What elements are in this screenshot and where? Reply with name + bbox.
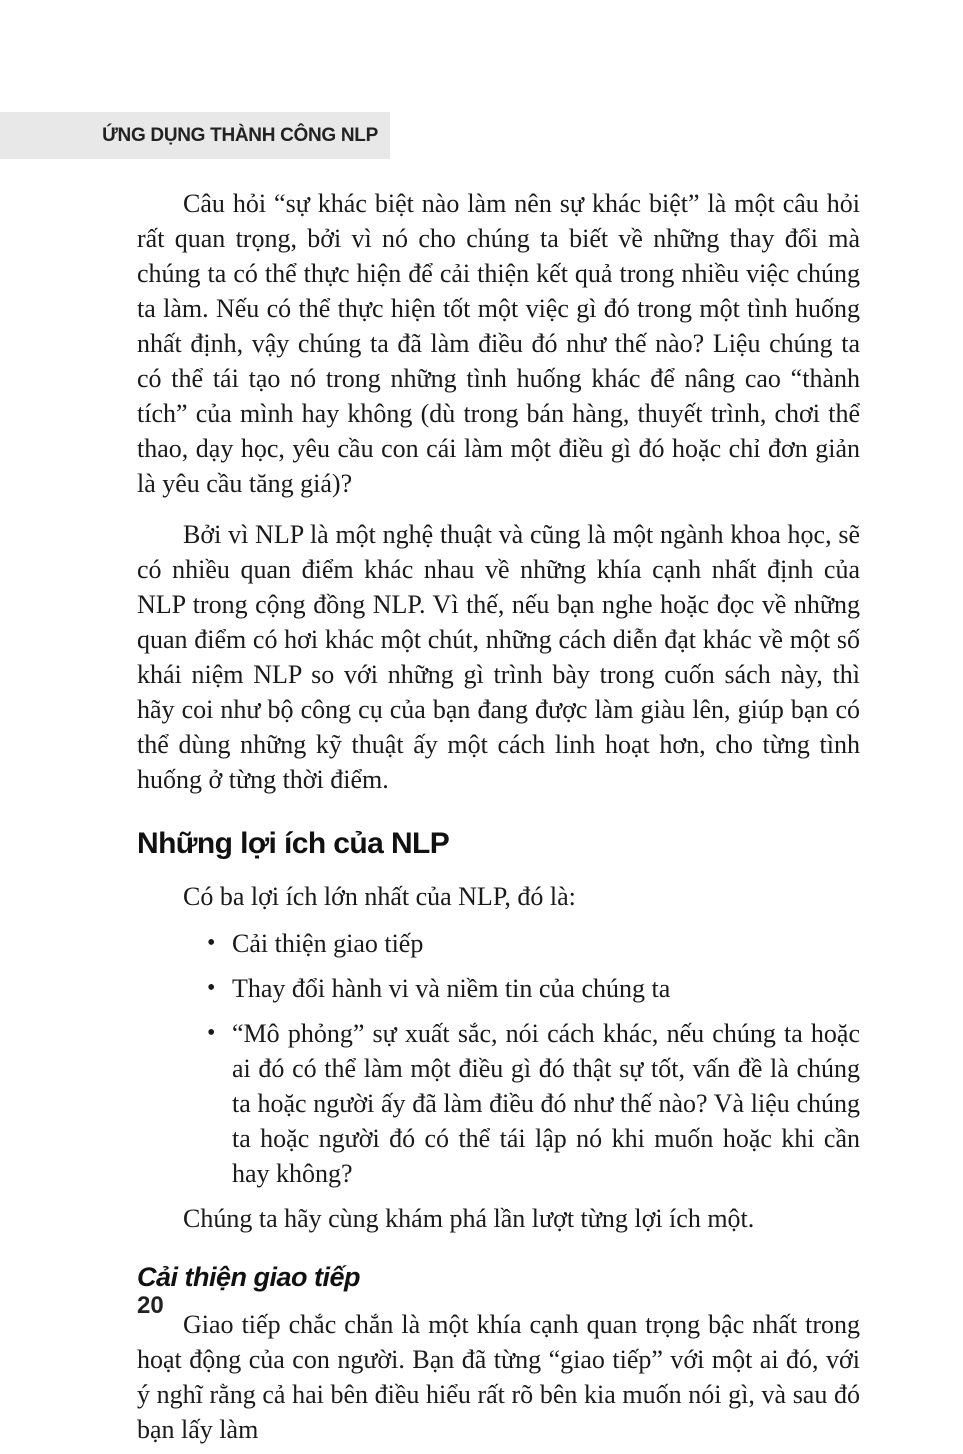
page-number: 20: [137, 1292, 164, 1319]
list-item: • Cải thiện giao tiếp: [137, 926, 860, 961]
list-item: • Thay đổi hành vi và niềm tin của chúng ta: [137, 971, 860, 1006]
running-header-title: ỨNG DỤNG THÀNH CÔNG NLP: [102, 124, 378, 146]
page-content: [137, 186, 860, 1447]
running-header-bar: [0, 112, 390, 159]
paragraph-3: Giao tiếp chắc chắn là một khía cạnh quan trọng bậc nhất trong hoạt động của con người. Bạn đã từng “giao tiếp” với một ai đó, với ý nghĩ rằng cả hai bên điều hiểu rất rõ bên kia muốn nói gì, và sau đó bạn lấy làm: [137, 1310, 860, 1444]
closing-line: Chúng ta hãy cùng khám phá lần lượt từng lợi ích một.: [183, 1204, 755, 1233]
benefits-list: [137, 926, 860, 1191]
benefits-intro-line: Có ba lợi ích lớn nhất của NLP, đó là:: [183, 882, 576, 911]
section-heading-benefits: Những lợi ích của NLP: [137, 827, 450, 860]
paragraph-2: Bởi vì NLP là một nghệ thuật và cũng là một ngành khoa học, sẽ có nhiều quan điểm khác nhau về những khía cạnh nhất định của NLP trong cộng đồng NLP. Vì thế, nếu bạn nghe hoặc đọc về những quan điểm có hơi khác một chút, những cách diễn đạt khác về một số khái niệm NLP so với những gì trình bày trong cuốn sách này, thì hãy coi như bộ công cụ của bạn đang được làm giàu lên, giúp bạn có thể dùng những kỹ thuật ấy một cách linh hoạt hơn, cho từng tình huống ở từng thời điểm.: [137, 520, 860, 794]
list-item: • “Mô phỏng” sự xuất sắc, nói cách khác, nếu chúng ta hoặc ai đó có thể làm một điều gì đó thật sự tốt, vấn đề là chúng ta hoặc người ấy đã làm điều đó như thế nào? Và liệu chúng ta hoặc người đó có thể tái lập nó khi muốn hoặc khi cần hay không?: [137, 1016, 860, 1191]
paragraph-1: Câu hỏi “sự khác biệt nào làm nên sự khác biệt” là một câu hỏi rất quan trọng, bởi vì nó cho chúng ta biết về những thay đổi mà chúng ta có thể thực hiện để cải thiện kết quả trong nhiều việc chúng ta làm. Nếu có thể thực hiện tốt một việc gì đó trong một tình huống nhất định, vậy chúng ta đã làm điều đó như thế nào? Liệu chúng ta có thể tái tạo nó trong những tình huống khác để nâng cao “thành tích” của mình hay không (dù trong bán hàng, thuyết trình, chơi thể thao, dạy học, yêu cầu con cái làm một điều gì đó hoặc chỉ đơn giản là yêu cầu tăng giá)?: [137, 189, 860, 498]
subsection-heading-communication: Cải thiện giao tiếp: [137, 1262, 361, 1292]
